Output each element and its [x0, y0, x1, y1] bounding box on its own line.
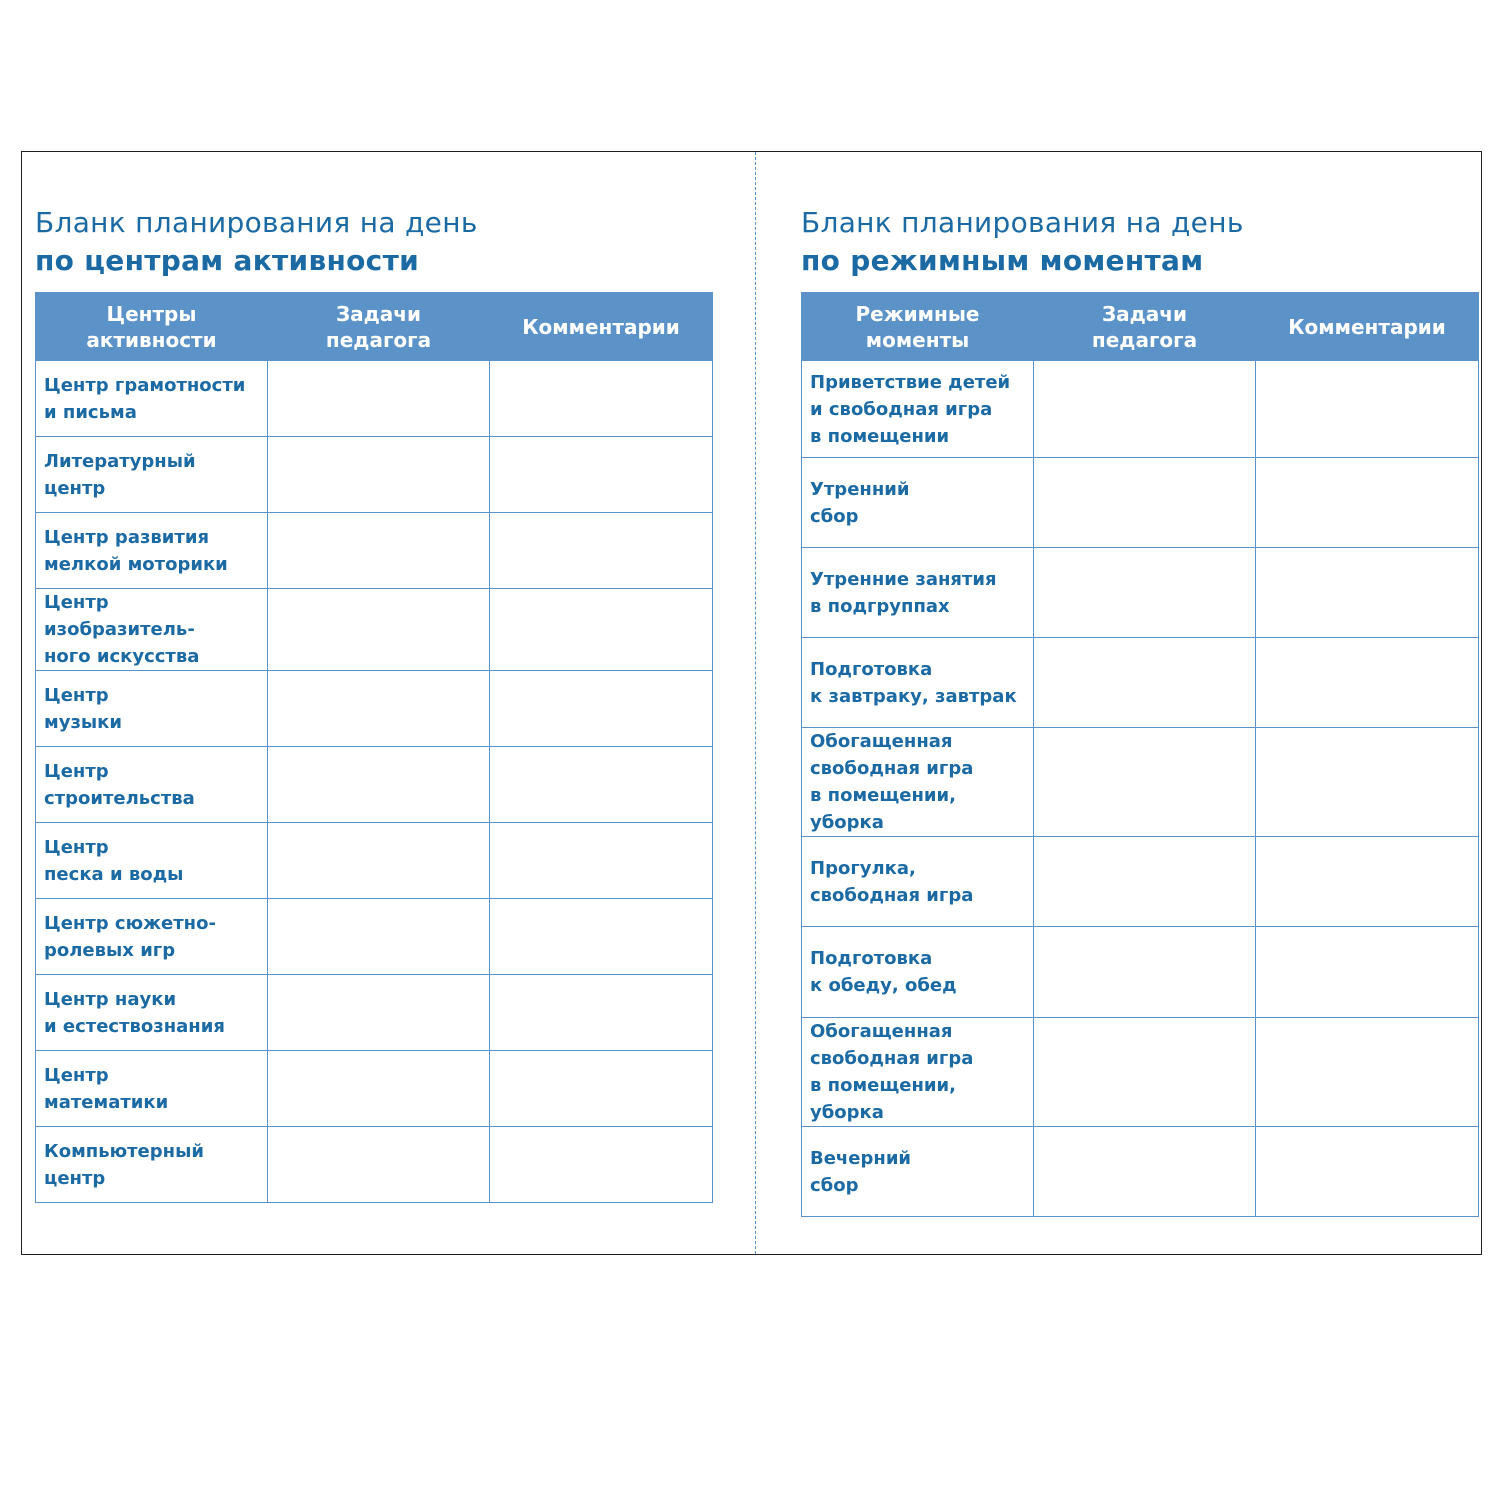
table-row [36, 975, 713, 1051]
row-label: Центр строительства [36, 747, 268, 823]
header-centers-text: Центры активности [86, 301, 217, 352]
comments-cell[interactable] [490, 1127, 713, 1203]
comments-cell[interactable] [490, 975, 713, 1051]
table-row [802, 728, 1479, 837]
row-label: Утренние занятия в подгруппах [802, 548, 1034, 638]
right-title-line2: по режимным моментам [801, 244, 1204, 277]
comments-cell[interactable] [1256, 1018, 1479, 1127]
table-row [36, 437, 713, 513]
header-comments [490, 293, 713, 361]
tasks-cell[interactable] [1034, 1127, 1256, 1217]
header-moments [802, 293, 1034, 361]
table-row [802, 837, 1479, 927]
header-tasks-text: Задачи педагога [1091, 301, 1198, 352]
comments-cell[interactable] [490, 361, 713, 437]
table-row [802, 638, 1479, 728]
row-label: Обогащенная свободная игра в помещении, уборка [802, 1018, 1034, 1127]
table-row [36, 513, 713, 589]
tasks-cell[interactable] [268, 437, 490, 513]
right-title-line1: Бланк планирования на день [801, 206, 1244, 239]
header-comments [1256, 293, 1479, 361]
table-row [36, 1051, 713, 1127]
tasks-cell[interactable] [268, 513, 490, 589]
header-centers [36, 293, 268, 361]
table-row [36, 1127, 713, 1203]
comments-cell[interactable] [1256, 728, 1479, 837]
tasks-cell[interactable] [268, 589, 490, 671]
table-row [36, 589, 713, 671]
table-row [802, 361, 1479, 458]
comments-cell[interactable] [1256, 548, 1479, 638]
row-label: Центр сюжетно- ролевых игр [36, 899, 268, 975]
row-label: Центр песка и воды [36, 823, 268, 899]
tasks-cell[interactable] [268, 975, 490, 1051]
comments-cell[interactable] [490, 671, 713, 747]
table-row [802, 1127, 1479, 1217]
row-label: Компьютерный центр [36, 1127, 268, 1203]
row-label: Прогулка, свободная игра [802, 837, 1034, 927]
tasks-cell[interactable] [268, 823, 490, 899]
row-label: Утренний сбор [802, 458, 1034, 548]
row-label: Подготовка к обеду, обед [802, 927, 1034, 1018]
header-tasks-text: Задачи педагога [325, 301, 432, 352]
comments-cell[interactable] [490, 823, 713, 899]
row-label: Вечерний сбор [802, 1127, 1034, 1217]
comments-cell[interactable] [1256, 927, 1479, 1018]
tasks-cell[interactable] [1034, 361, 1256, 458]
row-label: Центр музыки [36, 671, 268, 747]
header-tasks [1034, 293, 1256, 361]
comments-cell[interactable] [1256, 361, 1479, 458]
header-moments-text: Режимные моменты [855, 301, 980, 352]
comments-cell[interactable] [1256, 458, 1479, 548]
comments-cell[interactable] [490, 747, 713, 823]
comments-cell[interactable] [490, 513, 713, 589]
left-title-line2: по центрам активности [35, 244, 420, 277]
table-row [36, 899, 713, 975]
row-label: Приветствие детей и свободная игра в помещении [802, 361, 1034, 458]
table-row [802, 1018, 1479, 1127]
tasks-cell[interactable] [1034, 927, 1256, 1018]
table-row [802, 458, 1479, 548]
activity-centers-table [35, 292, 713, 1203]
row-label: Подготовка к завтраку, завтрак [802, 638, 1034, 728]
comments-cell[interactable] [490, 589, 713, 671]
tasks-cell[interactable] [1034, 548, 1256, 638]
table-row [36, 671, 713, 747]
left-title-line1: Бланк планирования на день [35, 206, 478, 239]
routine-moments-table [801, 292, 1479, 1217]
table-row [36, 361, 713, 437]
table-row [802, 927, 1479, 1018]
comments-cell[interactable] [1256, 638, 1479, 728]
comments-cell[interactable] [1256, 837, 1479, 927]
table-row [36, 823, 713, 899]
table-header-row [36, 293, 713, 361]
tasks-cell[interactable] [268, 1051, 490, 1127]
row-label: Центр математики [36, 1051, 268, 1127]
row-label: Центр развития мелкой моторики [36, 513, 268, 589]
comments-cell[interactable] [490, 437, 713, 513]
left-page [35, 204, 712, 1189]
row-label: Центр науки и естествознания [36, 975, 268, 1051]
tasks-cell[interactable] [268, 899, 490, 975]
tasks-cell[interactable] [1034, 638, 1256, 728]
header-comments-text: Комментарии [522, 314, 680, 339]
comments-cell[interactable] [1256, 1127, 1479, 1217]
comments-cell[interactable] [490, 1051, 713, 1127]
tasks-cell[interactable] [1034, 1018, 1256, 1127]
tasks-cell[interactable] [1034, 837, 1256, 927]
table-header-row [802, 293, 1479, 361]
right-page [801, 204, 1478, 1196]
tasks-cell[interactable] [268, 361, 490, 437]
header-tasks [268, 293, 490, 361]
fold-line [755, 152, 756, 1254]
table-row [802, 548, 1479, 638]
tasks-cell[interactable] [268, 1127, 490, 1203]
row-label: Центр изобразитель- ного искусства [36, 589, 268, 671]
tasks-cell[interactable] [268, 747, 490, 823]
tasks-cell[interactable] [1034, 458, 1256, 548]
row-label: Центр грамотности и письма [36, 361, 268, 437]
header-comments-text: Комментарии [1288, 314, 1446, 339]
tasks-cell[interactable] [1034, 728, 1256, 837]
row-label: Обогащенная свободная игра в помещении, уборка [802, 728, 1034, 837]
table-row [36, 747, 713, 823]
comments-cell[interactable] [490, 899, 713, 975]
row-label: Литературный центр [36, 437, 268, 513]
tasks-cell[interactable] [268, 671, 490, 747]
